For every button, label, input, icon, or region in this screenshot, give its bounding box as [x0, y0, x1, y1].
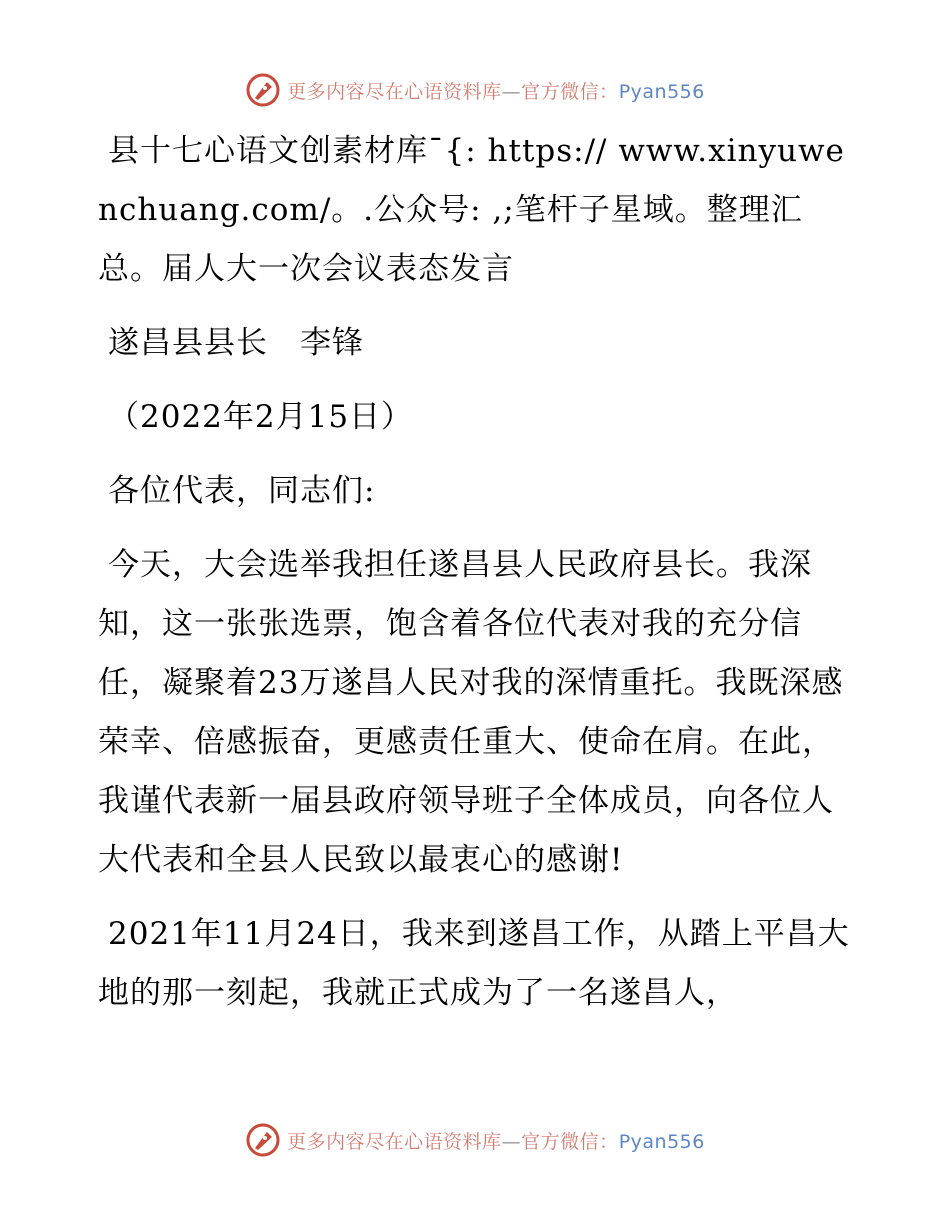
salutation: 各位代表，同志们:: [108, 473, 376, 509]
intro-paragraph: 县十七心语文创素材库¯{: https:// www.xinyuwenchuang.com/。.公众号: ,;笔杆子星域。整理汇总。届人大一次会议表态发言: [98, 133, 845, 287]
date-line: （2022年2月15日）: [108, 399, 414, 435]
header-banner: [0, 72, 950, 108]
banner-text: 更多内容尽在心语资料库—官方微信：Pyan556: [287, 80, 705, 103]
author-line: 遂昌县县长 李锋: [108, 325, 364, 361]
body-paragraph: 2021年11月24日，我来到遂昌工作，从踏上平昌大地的那一刻起，我就正式成为了一名遂昌人，: [98, 916, 850, 1011]
body-paragraph: 今天，大会选举我担任遂昌县人民政府县长。我深知，这一张张选票，饱含着各位代表对我的充分信任，凝聚着23万遂昌人民对我的深情重托。我既深感荣幸、倍感振奋，更感责任重大、使命在肩。在此，我谨代表新一届县政府领导班子全体成员，向各位人大代表和全县人民致以最衷心的感谢!: [98, 547, 844, 878]
footer-banner: [0, 1122, 950, 1158]
banner-text: 更多内容尽在心语资料库—官方微信：Pyan556: [287, 1130, 705, 1153]
pen-nib-logo-icon: [245, 72, 281, 108]
pen-nib-logo-icon: [245, 1122, 281, 1158]
document-body: [98, 122, 858, 1038]
